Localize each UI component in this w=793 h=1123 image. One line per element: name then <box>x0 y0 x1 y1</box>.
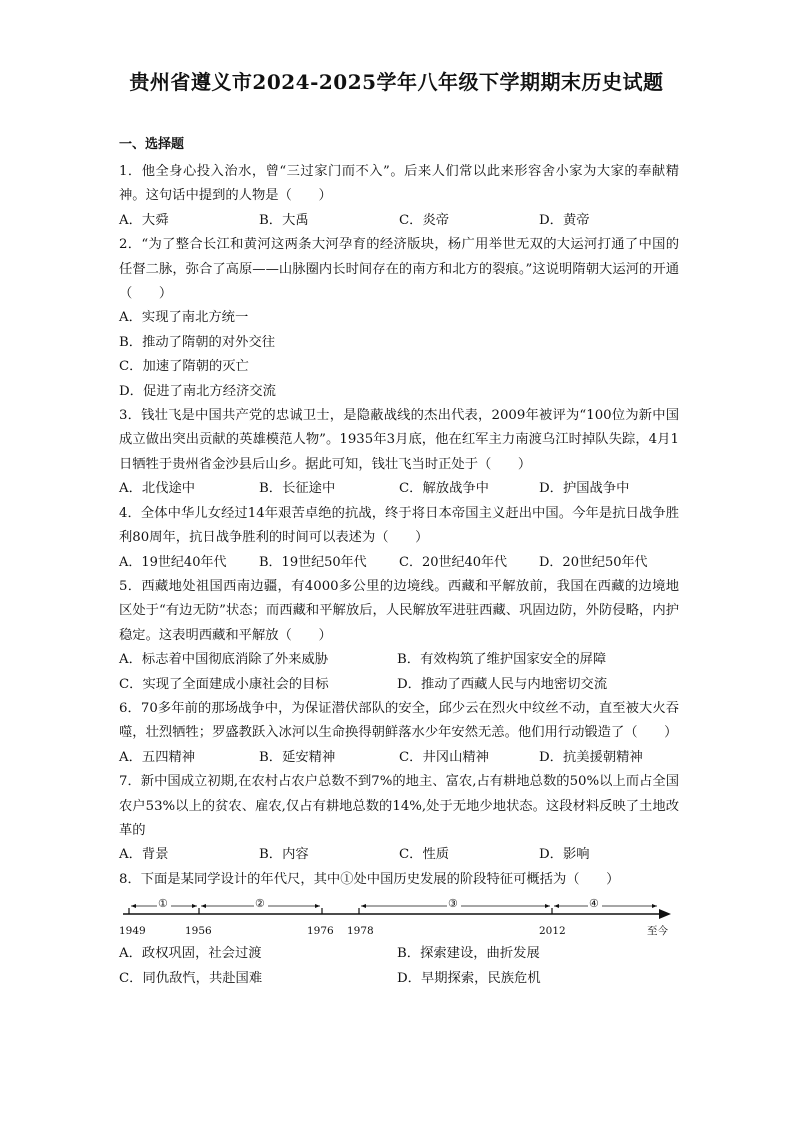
question-7-options <box>119 843 679 867</box>
option: B．有效构筑了维护国家安全的屏障 <box>397 652 607 668</box>
question-7-stem: 7．新中国成立初期,在农村占农户总数不到7%的地主、富农,占有耕地总数的50%以上而占全国农户53%以上的贫农、雇农,仅占有耕地总数的14%,处于无地少地状态。这段材料反映了土地改革的 <box>119 774 679 838</box>
option: D．黄帝 <box>539 212 590 228</box>
option: D．促进了南北方经济交流 <box>119 383 276 399</box>
option: B．探索建设，曲折发展 <box>397 946 540 962</box>
timeline-arrowhead <box>659 909 671 919</box>
option: B．延安精神 <box>259 749 336 765</box>
option: C．解放战争中 <box>399 481 489 497</box>
exam-title: 贵州省遵义市2024-2025学年八年级下学期期末历史试题 <box>129 70 664 94</box>
question-list <box>119 160 679 991</box>
option: A．五四精神 <box>119 749 196 765</box>
option: C．加速了隋朝的灭亡 <box>119 359 249 375</box>
option: A．北伐途中 <box>119 481 196 497</box>
question-8-options-row-2 <box>119 967 679 991</box>
question-5-stem: 5．西藏地处祖国西南边疆，有4000多公里的边境线。西藏和平解放前，我国在西藏的边境地区处于“有边无防”状态；而西藏和平解放后，人民解放军进驻西藏、巩固边防，外防侵略，内护稳定。这表明西藏和平解放（ ） <box>119 578 679 643</box>
question-6-options <box>119 746 679 770</box>
option: D．抗美援朝精神 <box>539 749 643 765</box>
option: A．19世纪40年代 <box>119 554 227 570</box>
year-label: 2012 <box>539 925 566 938</box>
option: C．炎帝 <box>399 212 450 228</box>
option: D．早期探索，民族危机 <box>397 970 541 986</box>
option: C．同仇敌忾，共赴国难 <box>119 970 263 986</box>
option: D．影响 <box>539 847 590 863</box>
option: C．实现了全面建成小康社会的目标 <box>119 676 329 692</box>
question-8-options-row-1 <box>119 942 679 966</box>
option: A．大舜 <box>119 212 169 228</box>
option: C．井冈山精神 <box>399 749 489 765</box>
question-1-stem: 1．他全身心投入治水，曾“三过家门而不入”。后来人们常以此来形容舍小家为大家的奉献精神。这句话中提到的人物是（ ） <box>119 164 679 204</box>
question-5-options-row-2 <box>119 673 679 697</box>
option: D．20世纪50年代 <box>539 554 648 570</box>
option: A．背景 <box>119 847 169 863</box>
question-8-stem: 8．下面是某同学设计的年代尺，其中①处中国历史发展的阶段特征可概括为（ ） <box>119 871 620 887</box>
question-2-stem: 2．“为了整合长江和黄河这两条大河孕育的经济版块，杨广用举世无双的大运河打通了中国的任督二脉，弥合了高原——山脉圈内长时间存在的南方和北方的裂痕。”这说明隋朝大运河的开通（ ） <box>119 237 679 302</box>
option: D．推动了西藏人民与内地密切交流 <box>397 676 608 692</box>
option: C．性质 <box>399 847 450 863</box>
option: A．标志着中国彻底消除了外来威胁 <box>119 652 329 668</box>
question-4-stem: 4．全体中华儿女经过14年艰苦卓绝的抗战，终于将日本帝国主义赶出中国。今年是抗日战争胜利80周年，抗日战争胜利的时间可以表述为（ ） <box>119 505 679 546</box>
option: B．内容 <box>259 847 309 863</box>
question-3-options <box>119 477 679 501</box>
question-3-stem: 3．钱壮飞是中国共产党的忠诚卫士，是隐蔽战线的杰出代表，2009年被评为“100位为新中国成立做出突出贡献的英雄模范人物”。1935年3月底，他在红军主力南渡乌江时掉队失踪，4月1日牺牲于贵州省金沙县后山乡。据此可知，钱壮飞当时正处于（ ） <box>119 408 679 472</box>
option: A．政权巩固，社会过渡 <box>119 946 262 962</box>
year-label: 1956 <box>185 925 212 938</box>
option: B．推动了隋朝的对外交往 <box>119 334 276 350</box>
year-label: 1978 <box>347 925 374 938</box>
option: B．19世纪50年代 <box>259 554 367 570</box>
segment-label: ④ <box>589 897 599 911</box>
question-1-options <box>119 209 679 233</box>
segment-label: ② <box>255 897 265 911</box>
question-6-stem: 6．70多年前的那场战争中，为保证潜伏部队的安全，邱少云在烈火中纹丝不动，直至被大火吞噬，壮烈牺牲；罗盛教跃入冰河以生命换得朝鲜落水少年安然无恙。他们用行动锻造了（ ） <box>119 700 679 741</box>
year-label: 1976 <box>307 925 334 938</box>
option: D．护国战争中 <box>539 481 630 497</box>
option: B．长征途中 <box>259 481 336 497</box>
section-heading: 一、选择题 <box>119 137 185 152</box>
segment-label: ③ <box>448 897 458 911</box>
segment-label: ① <box>158 897 168 911</box>
year-label: 1949 <box>119 925 146 938</box>
timeline-ruler <box>119 894 679 938</box>
question-5-options-row-1 <box>119 648 679 672</box>
option: A．实现了南北方统一 <box>119 310 249 326</box>
year-label: 至今 <box>647 925 668 938</box>
question-4-options <box>119 551 679 575</box>
option: B．大禹 <box>259 212 309 228</box>
option: C．20世纪40年代 <box>399 554 508 570</box>
